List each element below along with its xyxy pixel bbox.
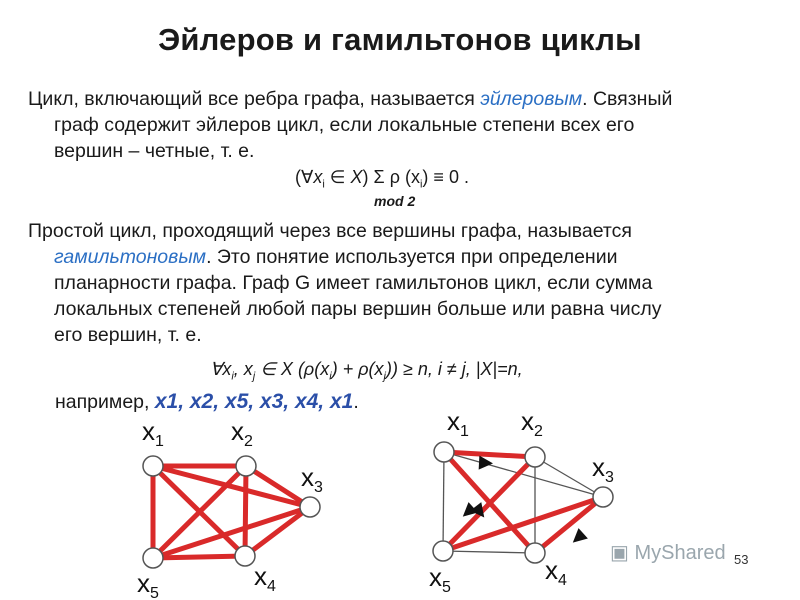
vertex-label-right-x5: $x_5$ [429, 562, 451, 596]
direction-arrow-3 [573, 528, 588, 543]
hamilton-line3: планарности графа. Граф G имеет гамильтонов цикл, если сумма [54, 272, 653, 294]
vertex-x2 [525, 447, 545, 467]
edge-x4-x5 [153, 556, 245, 558]
euler-term: эйлеровым [480, 88, 583, 110]
hf-e: )) ≥ n, i ≠ j, |X|=n, [385, 359, 523, 379]
formula-arg: (x [404, 167, 420, 187]
hf-a: ∀x [210, 359, 232, 379]
vertex-label-left-x4: $x_4$ [254, 561, 276, 595]
thin-edge-x1-x5 [443, 452, 444, 551]
left-graph-labels [137, 416, 323, 600]
edge-x3-x4 [245, 507, 310, 556]
sum-symbol: Σ [373, 167, 385, 187]
hamilton-line2-post: . Это понятие используется при определении [206, 246, 618, 268]
rho-symbol: ρ [389, 167, 400, 187]
vertex-label-right-x3: $x_3$ [592, 452, 614, 486]
vertex-x4 [235, 546, 255, 566]
hamilton-term: гамильтоновым [54, 246, 207, 268]
vertex-x2 [236, 456, 256, 476]
hamilton-line5: его вершин, т. е. [54, 324, 202, 346]
watermark-text: MyShared [634, 542, 726, 564]
formula-open: ( [295, 167, 301, 187]
vertex-x4 [525, 543, 545, 563]
vertex-x1 [143, 456, 163, 476]
vertex-label-left-x5: $x_5$ [137, 568, 159, 600]
hf-b: , x [233, 359, 253, 379]
vertex-x3 [593, 487, 613, 507]
vertex-x3 [300, 497, 320, 517]
vertex-label-left-x2: $x_2$ [231, 416, 253, 450]
formula-set-X: X [350, 167, 363, 187]
direction-arrow-4 [479, 456, 493, 470]
formula-x: x [313, 167, 323, 187]
vertex-label-right-x1: $x_1$ [447, 406, 469, 440]
vertex-label-right-x2: $x_2$ [521, 406, 543, 440]
example-sequence: x1, x2, x5, x3, x4, x1 [154, 390, 354, 413]
left-graph-edges [153, 466, 310, 558]
euler-line3: вершин – четные, т. е. [54, 140, 255, 162]
formula-arg-close: ) [422, 167, 429, 187]
vertex-label-left-x1: $x_1$ [142, 416, 164, 450]
example-prefix: например, [55, 391, 155, 413]
vertex-x5 [143, 548, 163, 568]
example-suffix: . [353, 391, 359, 413]
hf-d: ) + ρ(x [331, 359, 384, 379]
vertex-x5 [433, 541, 453, 561]
hf-sub-i: i [231, 370, 234, 383]
edge-x2-x4 [245, 466, 246, 556]
euler-line1-post: . Связный [582, 88, 673, 110]
hamilton-line4: локальных степеней любой пары вершин больше или равна числу [54, 298, 662, 320]
in-symbol: ∈ [329, 167, 346, 187]
hf-sub-i2: i [329, 370, 332, 383]
hf-c: ∈ X (ρ(x [255, 359, 330, 379]
hamilton-line1: Простой цикл, проходящий через все вершины графа, называется [28, 220, 632, 242]
formula-sub-i: i [322, 178, 325, 191]
vertex-label-right-x4: $x_4$ [545, 555, 567, 589]
formula-zero: 0 . [448, 167, 469, 187]
mod-label: mod 2 [374, 193, 416, 209]
formula-arg-sub: i [419, 178, 423, 191]
slide-title: Эйлеров и гамильтонов циклы [158, 22, 642, 57]
euler-line2: граф содержит эйлеров цикл, если локальные степени всех его [54, 114, 635, 136]
euler-line1-pre: Цикл, включающий все ребра графа, называется [28, 88, 481, 110]
equiv-symbol: ≡ [433, 167, 444, 187]
vertex-label-left-x3: $x_3$ [301, 462, 323, 496]
watermark: ▣ MyShared [610, 542, 726, 564]
page-number: 53 [734, 552, 749, 567]
vertex-x1 [434, 442, 454, 462]
cycle-edge-x3-x4 [535, 497, 603, 553]
forall-symbol: ∀ [301, 167, 314, 187]
formula-close: ) [362, 167, 369, 187]
thin-edge-x4-x5 [443, 551, 535, 553]
hf-sub-j2: j [383, 370, 386, 383]
hf-sub-j: j [252, 370, 256, 383]
